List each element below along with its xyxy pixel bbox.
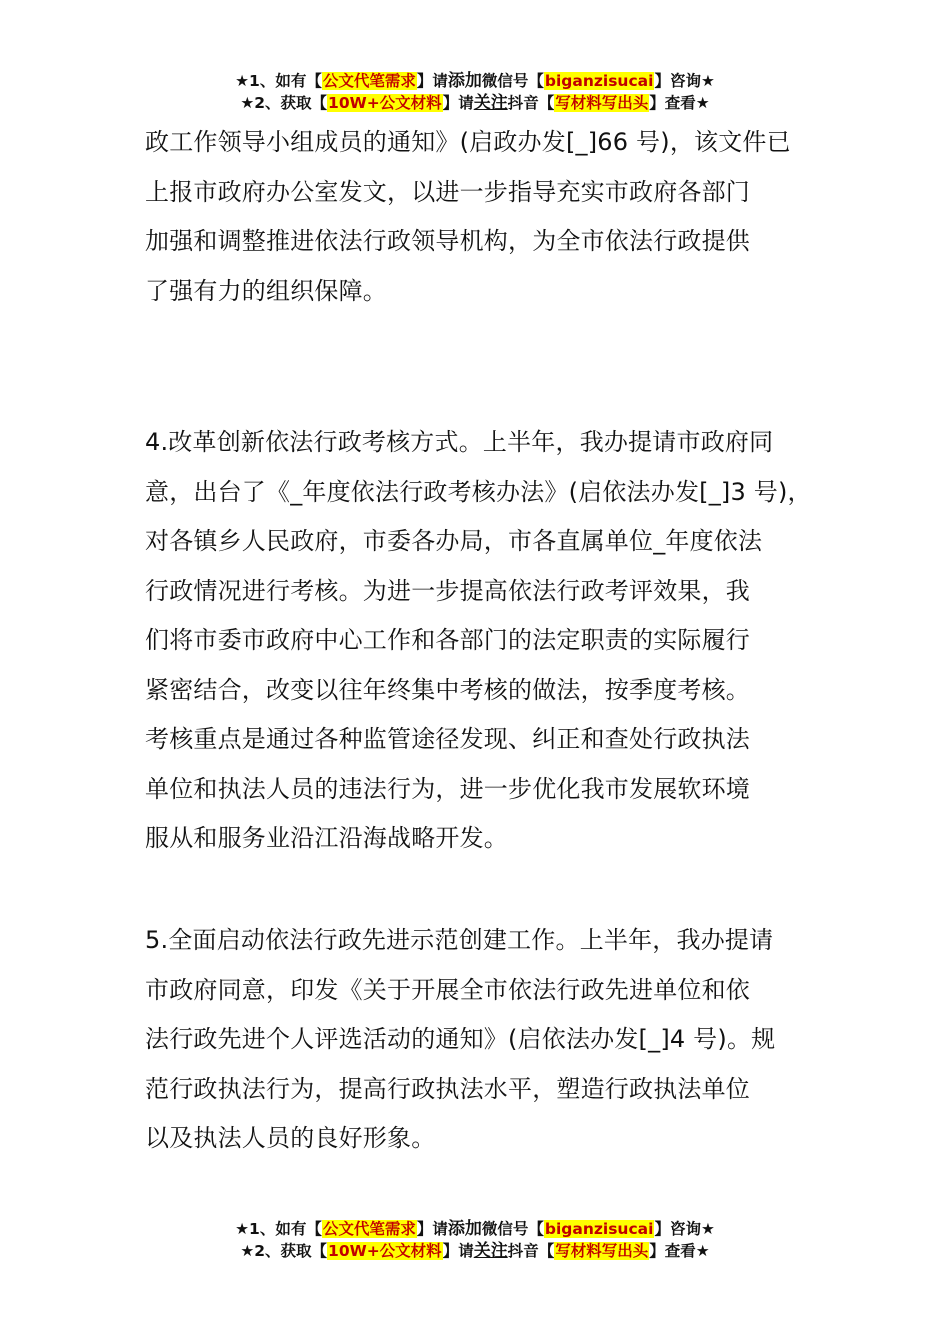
banner-line-1 <box>0 1218 950 1240</box>
text-line: 对各镇乡人民政府，市委各办局，市各直属单位_年度依法 <box>145 527 763 555</box>
text-line: 范行政执法行为，提高行政执法水平，塑造行政执法单位 <box>145 1074 750 1103</box>
banner-douyin-id: 写材料写出头 <box>555 94 649 112</box>
banner-text: 】请 <box>442 94 474 112</box>
text-line: 上报市政府办公室发文，以进一步指导充实市政府各部门 <box>145 177 750 206</box>
banner-emphasis: 添加 <box>447 1219 482 1239</box>
text-line: 们将市委市政府中心工作和各部门的法定职责的实际履行 <box>145 626 750 654</box>
banner-text: 抖音【 <box>507 1242 555 1260</box>
banner-text: 微信号【 <box>481 72 544 90</box>
paragraph-4 <box>145 418 825 864</box>
banner-text: 微信号【 <box>481 1220 544 1238</box>
banner-emphasis: 关注 <box>473 93 508 113</box>
banner-text: 】咨询★ <box>654 1220 715 1238</box>
banner-text: ★2、获取【 <box>240 1242 328 1260</box>
banner-text: ★1、如有【 <box>235 1220 322 1238</box>
banner-douyin-id: 写材料写出头 <box>555 1242 649 1260</box>
banner-text: 】请 <box>442 1242 474 1260</box>
banner-text: 】请 <box>416 72 448 90</box>
paragraph-continued <box>145 118 825 316</box>
text-line: 5.全面启动依法行政先进示范创建工作。上半年，我办提请 <box>145 926 774 954</box>
text-line: 服从和服务业沿江沿海战略开发。 <box>145 824 508 852</box>
text-line: 考核重点是通过各种监管途径发现、纠正和查处行政执法 <box>145 725 750 753</box>
banner-text: 】查看★ <box>649 94 710 112</box>
text-line: 政工作领导小组成员的通知》(启政办发[_]66 号)，该文件已 <box>145 128 791 156</box>
banner-text: 】请 <box>416 1220 448 1238</box>
text-line: 加强和调整推进依法行政领导机构，为全市依法行政提供 <box>145 227 750 255</box>
banner-highlight: 10W+公文材料 <box>328 94 442 112</box>
text-line: 市政府同意，印发《关于开展全市依法行政先进单位和依 <box>145 975 750 1004</box>
text-line: 意，出台了《_年度依法行政考核办法》(启依法办发[_]3 号)， <box>145 477 812 506</box>
text-line: 紧密结合，改变以往年终集中考核的做法，按季度考核。 <box>145 675 750 704</box>
text-line: 单位和执法人员的违法行为，进一步优化我市发展软环境 <box>145 774 750 803</box>
banner-text: 抖音【 <box>507 94 555 112</box>
banner-emphasis: 关注 <box>473 1241 508 1261</box>
banner-line-2 <box>0 92 950 114</box>
banner-text: 】查看★ <box>649 1242 710 1260</box>
text-line: 了强有力的组织保障。 <box>145 276 387 305</box>
text-line: 4.改革创新依法行政考核方式。上半年，我办提请市政府同 <box>145 428 774 456</box>
banner-highlight: 公文代笔需求 <box>322 72 416 90</box>
text-line: 行政情况进行考核。为进一步提高依法行政考评效果，我 <box>145 576 750 605</box>
banner-emphasis: 添加 <box>447 71 482 91</box>
footer-banner <box>0 1218 950 1262</box>
text-line: 法行政先进个人评选活动的通知》(启依法办发[_]4 号)。规 <box>145 1025 776 1053</box>
banner-wechat-id: biganzisucai <box>544 1220 654 1238</box>
banner-line-2 <box>0 1240 950 1262</box>
banner-text: 】咨询★ <box>654 72 715 90</box>
banner-highlight: 10W+公文材料 <box>328 1242 442 1260</box>
banner-line-1 <box>0 70 950 92</box>
text-line: 以及执法人员的良好形象。 <box>145 1124 436 1152</box>
banner-wechat-id: biganzisucai <box>544 72 654 90</box>
banner-text: ★1、如有【 <box>235 72 322 90</box>
header-banner <box>0 70 950 114</box>
banner-highlight: 公文代笔需求 <box>322 1220 416 1238</box>
paragraph-5 <box>145 916 825 1164</box>
banner-text: ★2、获取【 <box>240 94 328 112</box>
